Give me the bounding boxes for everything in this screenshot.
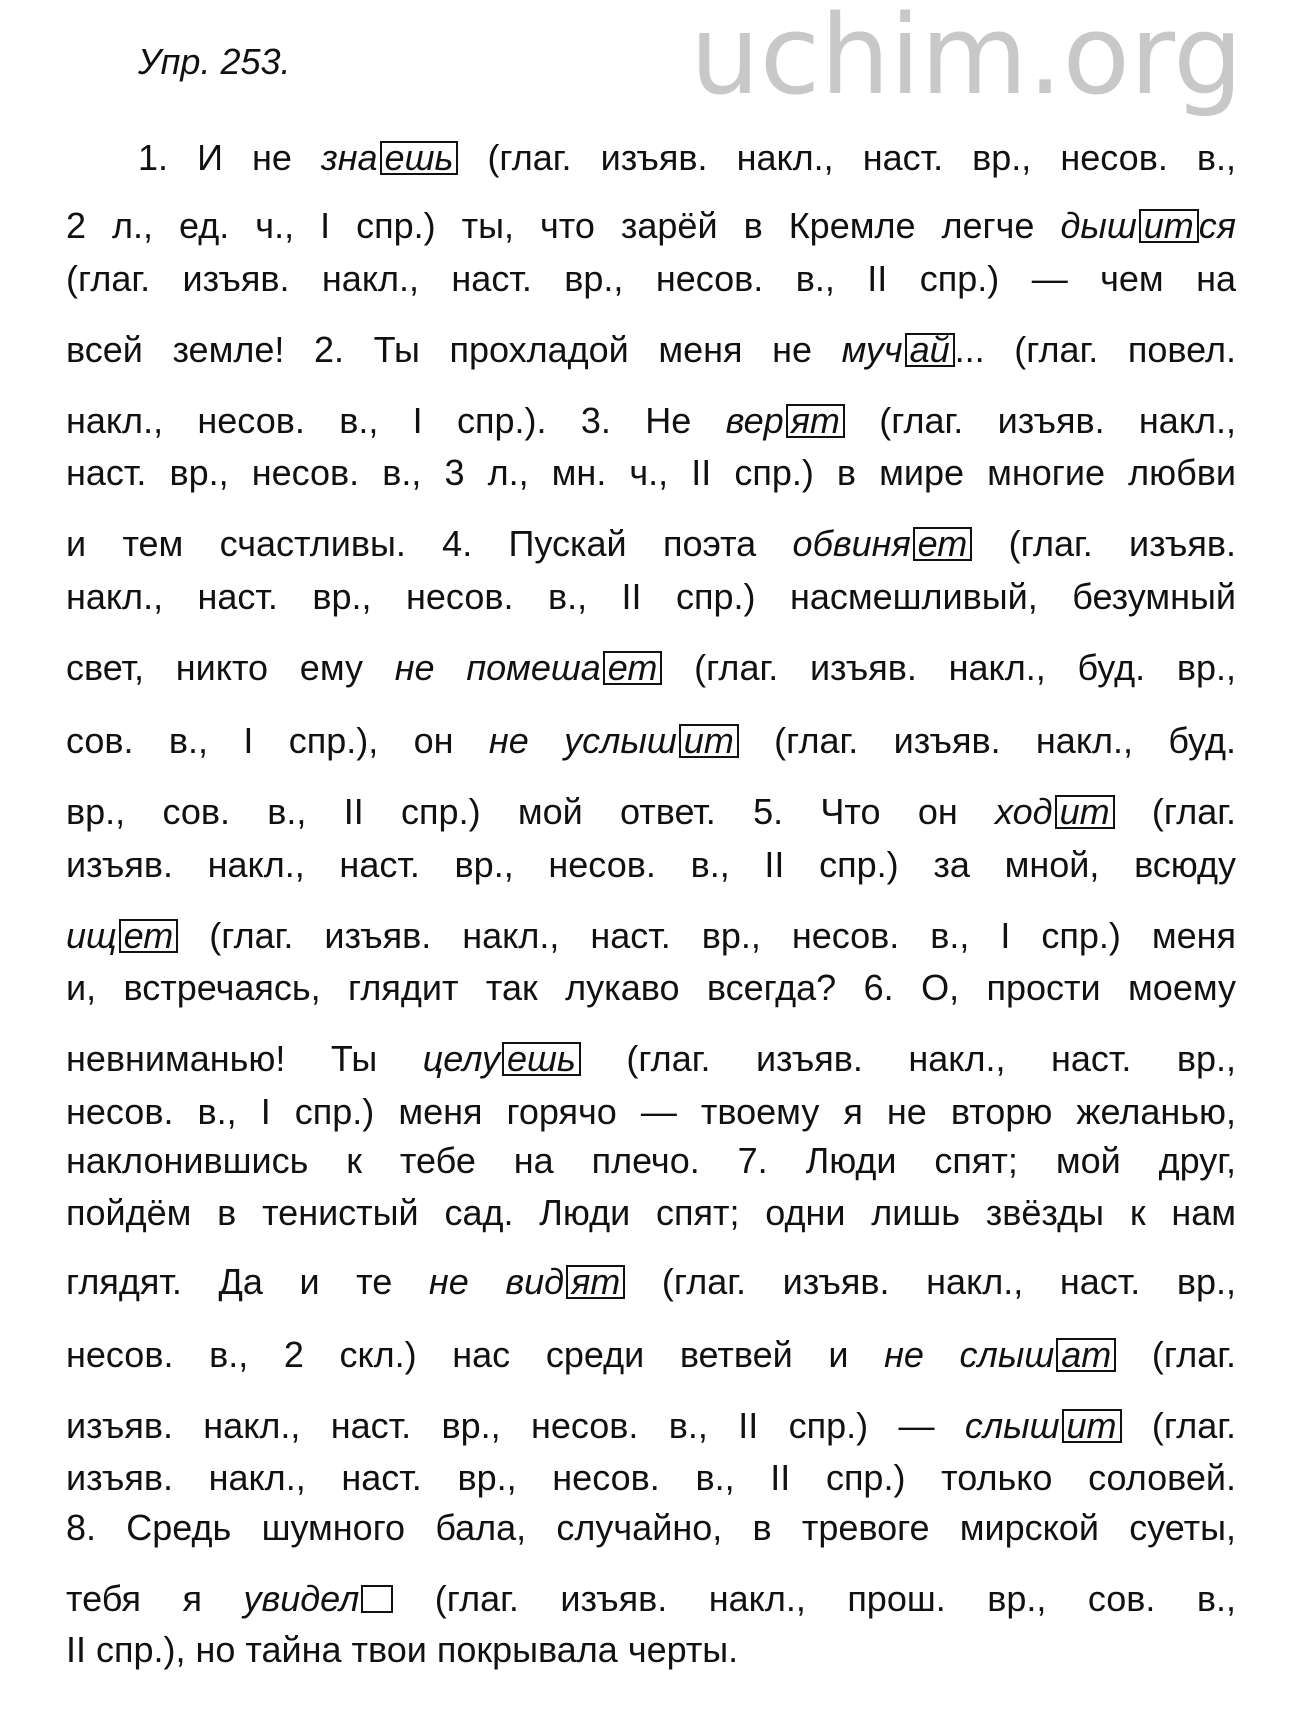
parsed-verb: [466, 647, 662, 688]
text-segment: II спр.), но тайна твои покрывала черты.: [66, 1629, 739, 1670]
text-segment: изъяв. накл., наст. вр., несов. в., II спр.) —: [66, 1405, 965, 1446]
text-line: [66, 204, 1236, 248]
text-line: [66, 646, 1236, 690]
text-line: [66, 1037, 1236, 1081]
text-segment: (глаг. изъяв. накл., наст. вр., несов. в., I спр.) меня: [178, 915, 1236, 956]
text-segment: несов. в., 2 скл.) нас среди ветвей и: [66, 1334, 885, 1375]
text-segment: тебя я: [66, 1578, 244, 1619]
text-line: [66, 1506, 1236, 1550]
ending-box: ешь: [502, 1042, 581, 1076]
particle-ne: не: [428, 1261, 506, 1302]
text-line: [66, 1577, 1236, 1621]
text-line: [66, 1260, 1236, 1304]
particle-ne: не: [884, 1334, 960, 1375]
text-segment: (глаг. изъяв. накл., наст. вр.,: [580, 1038, 1236, 1079]
parsed-verb: [793, 523, 973, 564]
verb-stem: слыш: [959, 1334, 1055, 1375]
text-segment: и тем счастливы. 4. Пускай поэта: [66, 523, 793, 564]
verb-stem: помеша: [466, 647, 601, 688]
particle-ne: не: [394, 647, 467, 688]
text-segment: (глаг. изъяв. накл., наст. вр., несов. в.,: [458, 137, 1236, 178]
text-segment: (глаг.: [1116, 1334, 1236, 1375]
text-segment: 1. И не: [138, 137, 321, 178]
text-segment: (глаг.: [1121, 1405, 1236, 1446]
verb-stem: дыш: [1060, 205, 1137, 246]
text-line: [66, 1333, 1236, 1377]
text-line: [66, 790, 1236, 834]
text-segment: (глаг. изъяв. накл., наст. вр., несов. в., II спр.) — чем на: [66, 258, 1236, 299]
text-segment: (глаг.: [1114, 791, 1236, 832]
text-segment: ... (глаг. повел.: [954, 329, 1236, 370]
ending-box: ешь: [380, 141, 459, 175]
text-segment: наст. вр., несов. в., 3 л., мн. ч., II спр.) в мире многие любви: [66, 452, 1236, 493]
text-segment: вр., сов. в., II спр.) мой ответ. 5. Что он: [66, 791, 996, 832]
verb-stem: зна: [320, 137, 378, 178]
text-segment: изъяв. накл., наст. вр., несов. в., II спр.) только соловей.: [66, 1457, 1236, 1498]
postfix: ся: [1198, 205, 1236, 246]
ending-box: ет: [913, 527, 973, 561]
verb-stem: вер: [725, 400, 784, 441]
verb-stem: увидел: [243, 1578, 360, 1619]
verb-stem: ход: [995, 791, 1053, 832]
text-segment: 8. Средь шумного бала, случайно, в тревоге мирской суеты,: [66, 1507, 1236, 1548]
text-segment: (глаг. изъяв. накл., прош. вр., сов. в.,: [393, 1578, 1236, 1619]
text-segment: свет, никто ему: [66, 647, 395, 688]
verb-stem: обвиня: [792, 523, 911, 564]
text-segment: наклонившись к тебе на плечо. 7. Люди спят; мой друг,: [66, 1140, 1236, 1181]
text-line: [138, 136, 1236, 180]
text-segment: 2 л., ед. ч., I спр.) ты, что зарёй в Кремле легче: [66, 205, 1061, 246]
text-line: [66, 843, 1236, 887]
parsed-verb: [321, 137, 458, 178]
verb-stem: слыш: [964, 1405, 1060, 1446]
text-line: [66, 575, 1236, 619]
text-segment: всей земле! 2. Ты прохладой меня не: [66, 329, 842, 370]
verb-stem: муч: [841, 329, 903, 370]
text-segment: (глаг. изъяв. накл.,: [844, 400, 1236, 441]
text-segment: и, встречаясь, глядит так лукаво всегда? 6. О, прости моему: [66, 967, 1236, 1008]
ending-box: ет: [119, 919, 179, 953]
verb-stem: услыш: [564, 720, 677, 761]
text-line: [66, 1191, 1236, 1235]
text-segment: (глаг. изъяв.: [972, 523, 1236, 564]
parsed-verb: [965, 1405, 1122, 1446]
text-line: [66, 1139, 1236, 1183]
text-line: [66, 719, 1236, 763]
parsed-verb: [505, 1261, 625, 1302]
parsed-verb: [243, 1578, 393, 1619]
ending-box: ят: [566, 1265, 625, 1299]
text-line: [66, 1628, 1236, 1672]
text-segment: накл., наст. вр., несов. в., II спр.) насмешливый, безумный: [66, 576, 1236, 617]
text-segment: глядят. Да и те: [66, 1261, 429, 1302]
text-line: [66, 451, 1236, 495]
text-line: [66, 914, 1236, 958]
parsed-verb: [842, 329, 955, 370]
text-line: [66, 1456, 1236, 1500]
verb-stem: ищ: [66, 915, 117, 956]
verb-stem: вид: [505, 1261, 565, 1302]
ending-box: ет: [603, 651, 663, 685]
text-segment: изъяв. накл., наст. вр., несов. в., II спр.) за мной, всюду: [66, 844, 1236, 885]
ending-box: ит: [1062, 1409, 1122, 1443]
exercise-title: Упр. 253.: [138, 41, 291, 82]
text-line: [66, 1090, 1236, 1134]
ending-box: ит: [1139, 209, 1199, 243]
ending-box: ат: [1056, 1338, 1116, 1372]
parsed-verb: [995, 791, 1115, 832]
ending-box: ят: [786, 404, 845, 438]
text-line: [66, 966, 1236, 1010]
parsed-verb: [960, 1334, 1117, 1375]
parsed-verb: [66, 915, 178, 956]
text-line: [66, 1404, 1236, 1448]
parsed-verb: [564, 720, 739, 761]
ending-box: ит: [679, 724, 739, 758]
text-segment: сов. в., I спр.), он: [66, 720, 489, 761]
particle-ne: не: [488, 720, 565, 761]
text-segment: (глаг. изъяв. накл., буд.: [738, 720, 1236, 761]
text-line: [66, 257, 1236, 301]
parsed-verb: [1060, 205, 1236, 246]
ending-box: ит: [1055, 795, 1115, 829]
text-segment: накл., несов. в., I спр.). 3. Не: [66, 400, 726, 441]
text-line: [66, 399, 1236, 443]
watermark-logo: uchim.org: [690, 0, 1244, 119]
text-segment: невниманью! Ты: [66, 1038, 423, 1079]
text-segment: несов. в., I спр.) меня горячо — твоему я не вторю желанью,: [66, 1091, 1236, 1132]
text-segment: (глаг. изъяв. накл., буд. вр.,: [662, 647, 1236, 688]
parsed-verb: [726, 400, 845, 441]
ending-box: [361, 1585, 393, 1613]
text-line: [66, 522, 1236, 566]
ending-box: ай: [905, 333, 955, 367]
text-segment: (глаг. изъяв. накл., наст. вр.,: [625, 1261, 1237, 1302]
verb-stem: целу: [422, 1038, 501, 1079]
text-line: [66, 328, 1236, 372]
text-segment: пойдём в тенистый сад. Люди спят; одни лишь звёзды к нам: [66, 1192, 1236, 1233]
parsed-verb: [423, 1038, 581, 1079]
